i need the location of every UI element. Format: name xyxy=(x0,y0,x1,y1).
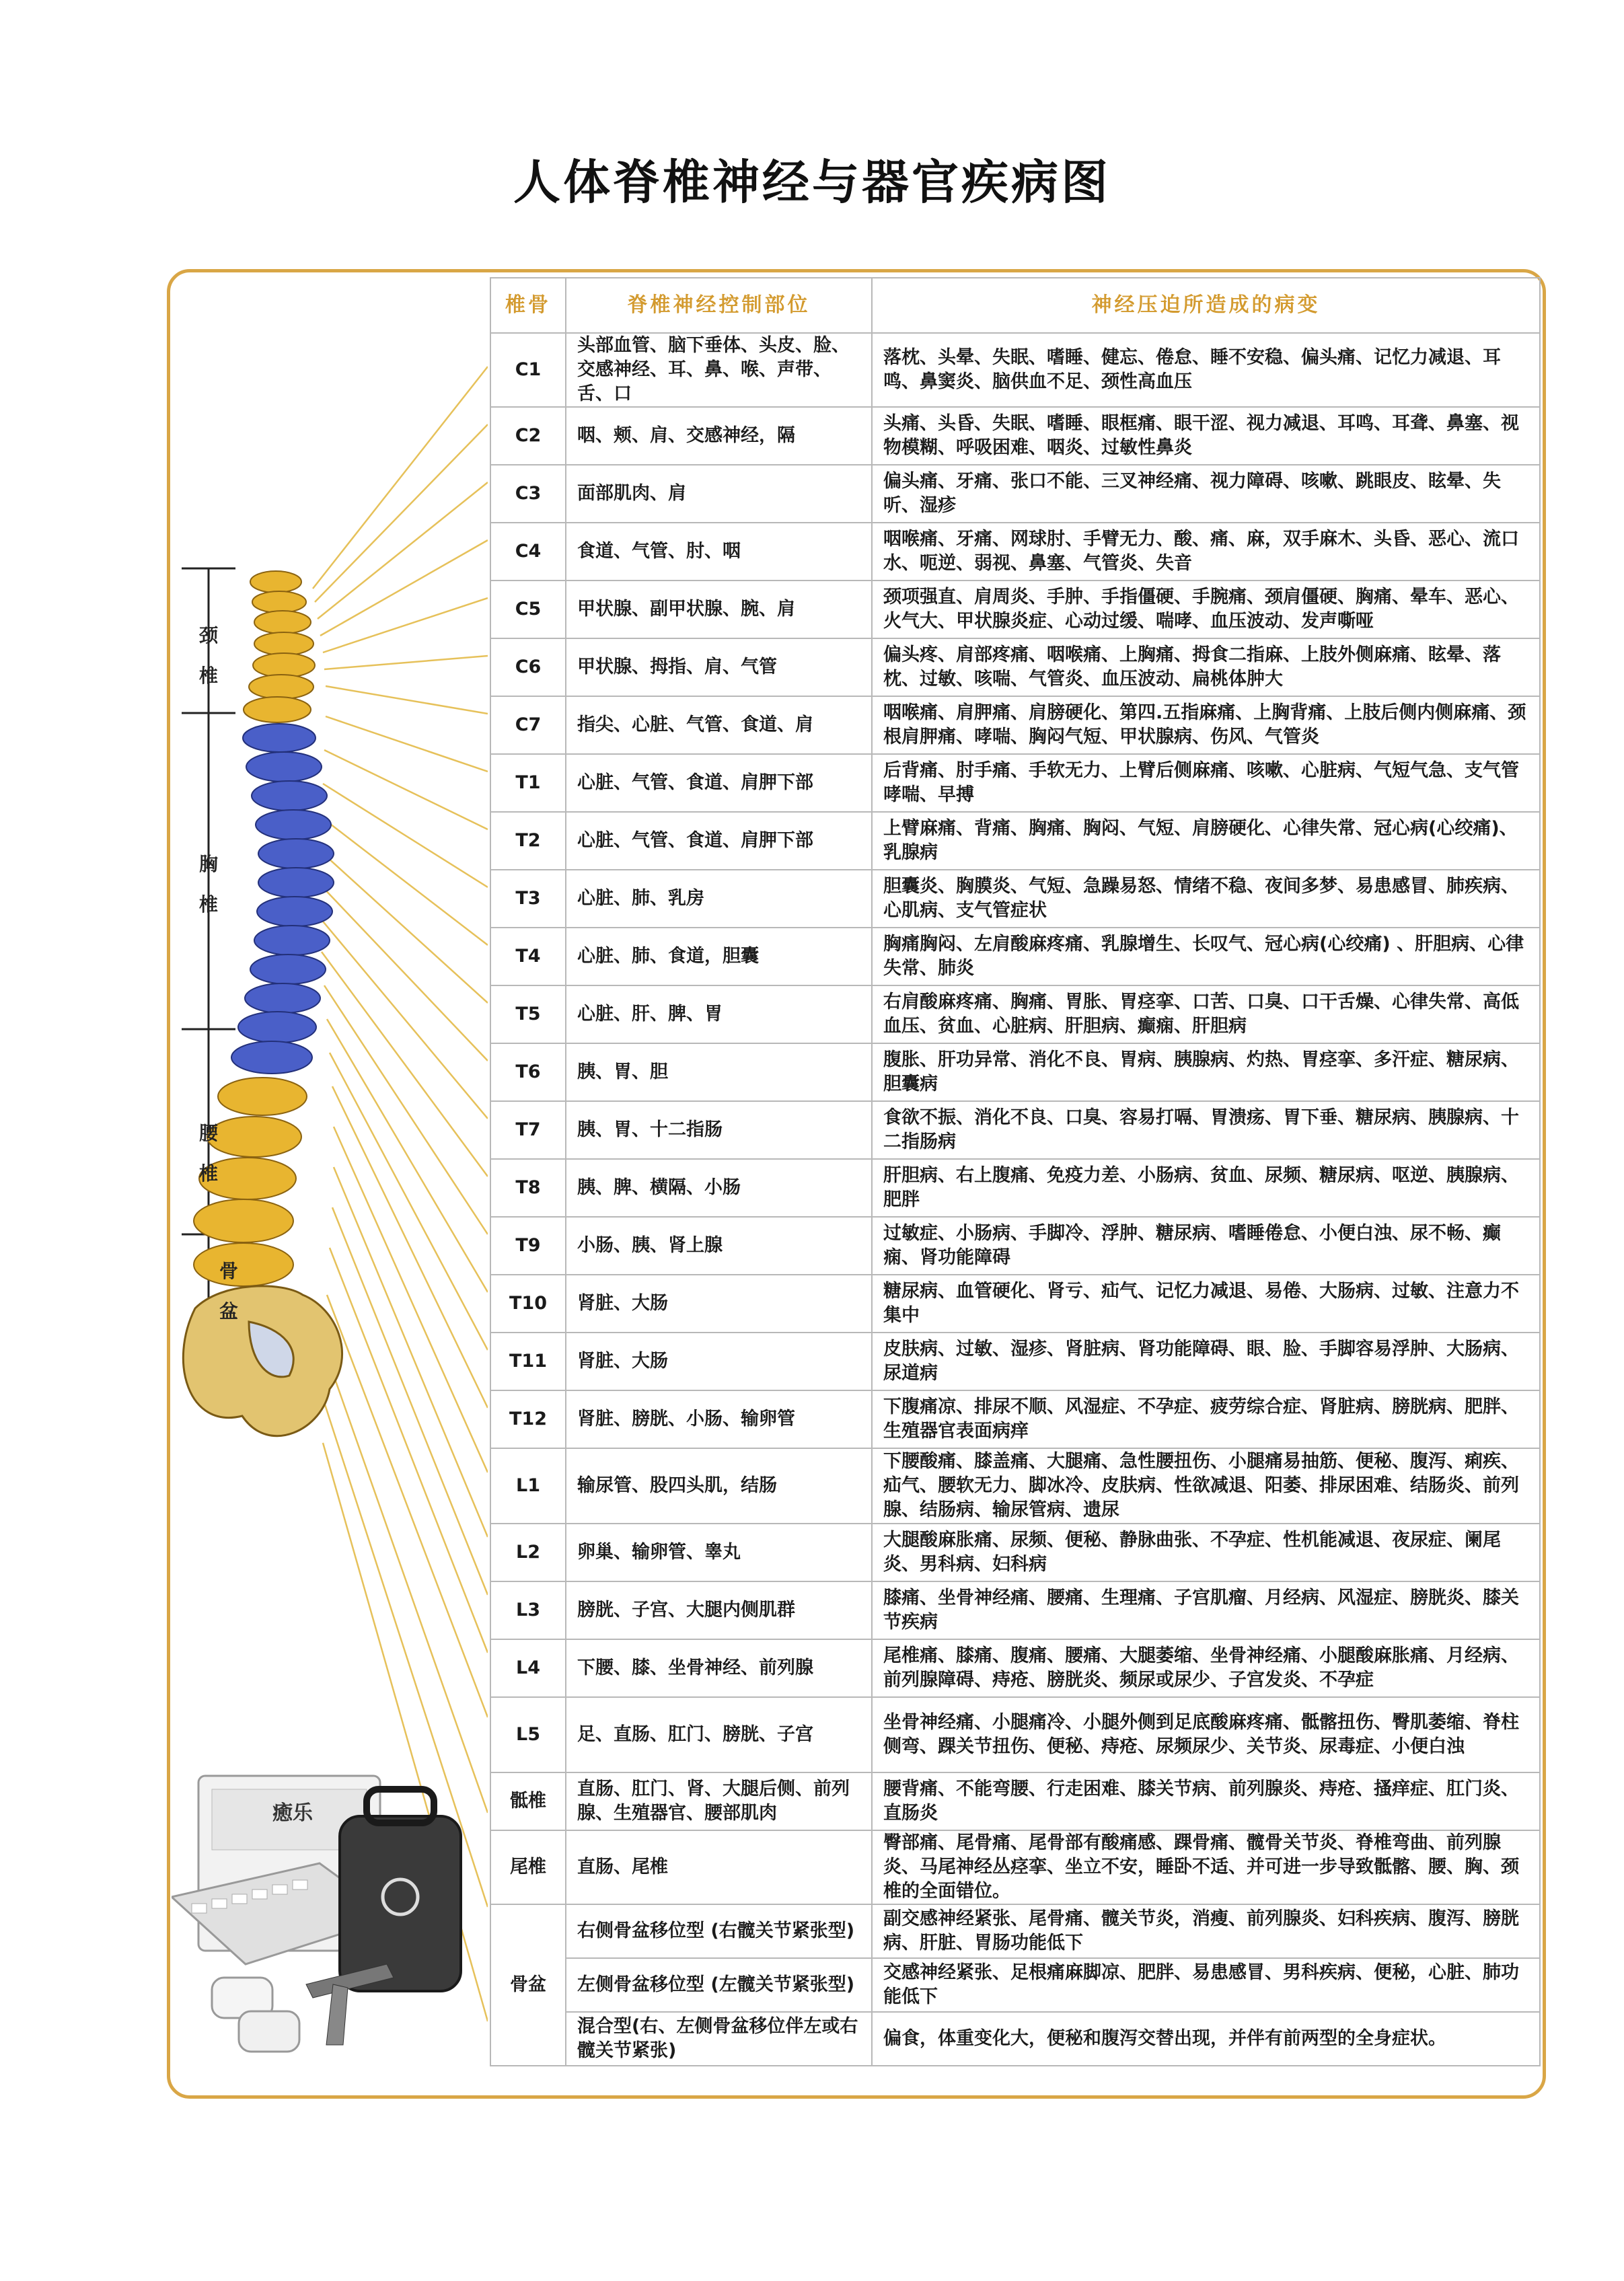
table-row xyxy=(490,1101,1540,1159)
vertebra-cell: T2 xyxy=(490,812,566,870)
disease-cell: 胆囊炎、胸膜炎、气短、急躁易怒、情绪不稳、夜间多梦、易患感冒、肺疾病、心肌病、支气管症状 xyxy=(872,870,1540,928)
table-row xyxy=(490,1159,1540,1217)
table-row xyxy=(490,985,1540,1043)
vertebra-cell: T10 xyxy=(490,1275,566,1333)
vertebra-cell: C5 xyxy=(490,581,566,638)
disease-cell: 肝胆病、右上腹痛、免疫力差、小肠病、贫血、尿频、糖尿病、呕逆、胰腺病、肥胖 xyxy=(872,1159,1540,1217)
header-vertebra: 椎骨 xyxy=(490,278,566,333)
table-row xyxy=(490,523,1540,581)
medical-kit-image xyxy=(172,1762,488,2072)
disease-cell: 后背痛、肘手痛、手软无力、上臂后侧麻痛、咳嗽、心脏病、气短气急、支气管哮喘、早搏 xyxy=(872,754,1540,812)
control-cell: 心脏、肝、脾、胃 xyxy=(566,985,872,1043)
control-cell: 心脏、气管、食道、肩胛下部 xyxy=(566,754,872,812)
disease-cell: 臀部痛、尾骨痛、尾骨部有酸痛感、踝骨痛、髋骨关节炎、脊椎弯曲、前列腺炎、马尾神经丛痉挛、坐立不安，睡卧不适、并可进一步导致骶髂、腰、胸、颈椎的全面错位。 xyxy=(872,1830,1540,1904)
disease-cell: 偏头疼、肩部疼痛、咽喉痛、上胸痛、拇食二指麻、上肢外侧麻痛、眩晕、落枕、过敏、咳喘、气管炎、血压波动、扁桃体肿大 xyxy=(872,638,1540,696)
table-row xyxy=(490,638,1540,696)
control-cell: 肾脏、大肠 xyxy=(566,1275,872,1333)
disease-cell: 腹胀、肝功异常、消化不良、胃病、胰腺病、灼热、胃痉挛、多汗症、糖尿病、胆囊病 xyxy=(872,1043,1540,1101)
disease-cell: 咽喉痛、牙痛、网球肘、手臂无力、酸、痛、麻，双手麻木、头昏、恶心、流口水、呃逆、弱视、鼻塞、气管炎、失音 xyxy=(872,523,1540,581)
disease-cell: 偏食，体重变化大，便秘和腹泻交替出现，并伴有前两型的全身症状。 xyxy=(872,2012,1540,2066)
control-cell: 胰、胃、十二指肠 xyxy=(566,1101,872,1159)
table-row xyxy=(490,696,1540,754)
control-cell: 左侧骨盆移位型 (左髋关节紧张型) xyxy=(566,1958,872,2012)
region-text: 骨盆 xyxy=(219,1260,238,1322)
control-cell: 胰、脾、横隔、小肠 xyxy=(566,1159,872,1217)
control-cell: 膀胱、子宫、大腿内侧肌群 xyxy=(566,1581,872,1639)
vertebra-cell: C7 xyxy=(490,696,566,754)
vertebra-cell: T5 xyxy=(490,985,566,1043)
region-label-lumbar xyxy=(195,1113,222,1194)
vertebra-cell: L3 xyxy=(490,1581,566,1639)
vertebra-cell: C6 xyxy=(490,638,566,696)
vertebra-cell: T6 xyxy=(490,1043,566,1101)
device-brand: 癒乐 xyxy=(272,1801,313,1825)
vertebra-cell: C2 xyxy=(490,407,566,465)
disease-cell: 皮肤病、过敏、湿疹、肾脏病、肾功能障碍、眼、脸、手脚容易浮肿、大肠病、尿道病 xyxy=(872,1333,1540,1390)
vertebra-cell: 尾椎 xyxy=(490,1830,566,1904)
table-row xyxy=(490,1830,1540,1904)
disease-cell: 咽喉痛、肩胛痛、肩膀硬化、第四.五指麻痛、上胸背痛、上肢后侧内侧麻痛、颈根肩胛痛、哮喘、胸闷气短、甲状腺病、伤风、气管炎 xyxy=(872,696,1540,754)
vertebra-cell: T11 xyxy=(490,1333,566,1390)
table-row xyxy=(490,581,1540,638)
vertebra-cell: L2 xyxy=(490,1524,566,1581)
vertebra-cell: C4 xyxy=(490,523,566,581)
disease-cell: 头痛、头昏、失眠、嗜睡、眼框痛、眼干涩、视力减退、耳鸣、耳聋、鼻塞、视物模糊、呼吸困难、咽炎、过敏性鼻炎 xyxy=(872,407,1540,465)
control-cell: 直肠、尾椎 xyxy=(566,1830,872,1904)
vertebra-cell: 骨盆 xyxy=(490,1904,566,2066)
control-cell: 心脏、肺、食道，胆囊 xyxy=(566,928,872,985)
vertebra-cell: C1 xyxy=(490,333,566,407)
table-row xyxy=(490,754,1540,812)
disease-cell: 过敏症、小肠病、手脚冷、浮肿、糖尿病、嗜睡倦怠、小便白浊、尿不畅、癫痫、肾功能障碍 xyxy=(872,1217,1540,1275)
control-cell: 咽、颊、肩、交感神经，隔 xyxy=(566,407,872,465)
region-text: 胸椎 xyxy=(198,853,218,915)
disease-cell: 下腹痛凉、排尿不顺、风湿症、不孕症、疲劳综合症、肾脏病、膀胱病、肥胖、生殖器官表面病痒 xyxy=(872,1390,1540,1448)
region-label-cervical xyxy=(195,615,222,696)
page-title: 人体脊椎神经与器官疾病图 xyxy=(513,155,1111,210)
header-control: 脊椎神经控制部位 xyxy=(566,278,872,333)
table-row xyxy=(490,870,1540,928)
control-cell: 甲状腺、拇指、肩、气管 xyxy=(566,638,872,696)
table-row xyxy=(490,465,1540,523)
vertebra-cell: T8 xyxy=(490,1159,566,1217)
vertebra-cell: T4 xyxy=(490,928,566,985)
control-cell: 食道、气管、肘、咽 xyxy=(566,523,872,581)
control-cell: 肾脏、大肠 xyxy=(566,1333,872,1390)
control-cell: 右侧骨盆移位型 (右髋关节紧张型) xyxy=(566,1904,872,1958)
vertebra-cell: L1 xyxy=(490,1448,566,1524)
table-row xyxy=(490,333,1540,407)
control-cell: 胰、胃、胆 xyxy=(566,1043,872,1101)
disease-cell: 尾椎痛、膝痛、腹痛、腰痛、大腿萎缩、坐骨神经痛、小腿酸麻胀痛、月经病、前列腺障碍、痔疮、膀胱炎、频尿或尿少、子宫发炎、不孕症 xyxy=(872,1639,1540,1697)
control-cell: 直肠、肛门、肾、大腿后侧、前列腺、生殖器官、腰部肌肉 xyxy=(566,1772,872,1830)
control-cell: 甲状腺、副甲状腺、腕、肩 xyxy=(566,581,872,638)
disease-cell: 颈项强直、肩周炎、手肿、手指僵硬、手腕痛、颈肩僵硬、胸痛、晕车、恶心、火气大、甲状腺炎症、心动过缓、喘哮、血压波动、发声嘶哑 xyxy=(872,581,1540,638)
table-row xyxy=(490,1333,1540,1390)
table-row xyxy=(490,1639,1540,1697)
vertebra-cell: L5 xyxy=(490,1697,566,1772)
disease-cell: 食欲不振、消化不良、口臭、容易打嗝、胃溃疡、胃下垂、糖尿病、胰腺病、十二指肠病 xyxy=(872,1101,1540,1159)
control-cell: 头部血管、脑下垂体、头皮、脸、交感神经、耳、鼻、喉、声带、舌、口 xyxy=(566,333,872,407)
table-row xyxy=(490,1524,1540,1581)
disease-cell: 交感神经紧张、足根痛麻脚凉、肥胖、易患感冒、男科疾病、便秘，心脏、肺功能低下 xyxy=(872,1958,1540,2012)
table-row xyxy=(490,1772,1540,1830)
disease-cell: 落枕、头晕、失眠、嗜睡、健忘、倦怠、睡不安稳、偏头痛、记忆力减退、耳鸣、鼻窦炎、脑供血不足、颈性高血压 xyxy=(872,333,1540,407)
disease-cell: 偏头痛、牙痛、张口不能、三叉神经痛、视力障碍、咳嗽、跳眼皮、眩晕、失听、湿疹 xyxy=(872,465,1540,523)
table-row xyxy=(490,1958,1540,2012)
table-row xyxy=(490,1448,1540,1524)
disease-cell: 糖尿病、血管硬化、肾亏、疝气、记忆力减退、易倦、大肠病、过敏、注意力不集中 xyxy=(872,1275,1540,1333)
region-label-pelvis xyxy=(215,1251,242,1332)
table-row xyxy=(490,2012,1540,2066)
control-cell: 混合型(右、左侧骨盆移位伴左或右髋关节紧张) xyxy=(566,2012,872,2066)
region-text: 腰椎 xyxy=(198,1122,218,1185)
table-header-row xyxy=(490,278,1540,333)
table-row xyxy=(490,1697,1540,1772)
vertebra-cell: 骶椎 xyxy=(490,1772,566,1830)
control-cell: 心脏、气管、食道、肩胛下部 xyxy=(566,812,872,870)
disease-cell: 上臂麻痛、背痛、胸痛、胸闷、气短、肩膀硬化、心律失常、冠心病(心绞痛)、乳腺病 xyxy=(872,812,1540,870)
control-cell: 足、直肠、肛门、膀胱、子宫 xyxy=(566,1697,872,1772)
table-row xyxy=(490,1581,1540,1639)
control-cell: 面部肌肉、肩 xyxy=(566,465,872,523)
control-cell: 心脏、肺、乳房 xyxy=(566,870,872,928)
table-row xyxy=(490,1043,1540,1101)
region-text: 颈椎 xyxy=(198,624,218,687)
disease-cell: 膝痛、坐骨神经痛、腰痛、生理痛、子宫肌瘤、月经病、风湿症、膀胱炎、膝关节疾病 xyxy=(872,1581,1540,1639)
vertebra-cell: T12 xyxy=(490,1390,566,1448)
spine-disease-table xyxy=(490,277,1541,2066)
header-disease: 神经压迫所造成的病变 xyxy=(872,278,1540,333)
vertebra-cell: T1 xyxy=(490,754,566,812)
control-cell: 输尿管、股四头肌，结肠 xyxy=(566,1448,872,1524)
disease-cell: 腰背痛、不能弯腰、行走困难、膝关节病、前列腺炎、痔疮、搔痒症、肛门炎、直肠炎 xyxy=(872,1772,1540,1830)
table-row xyxy=(490,1904,1540,1958)
disease-cell: 右肩酸麻疼痛、胸痛、胃胀、胃痉挛、口苦、口臭、口干舌燥、心律失常、高低血压、贫血、心脏病、肝胆病、癫痫、肝胆病 xyxy=(872,985,1540,1043)
disease-cell: 下腰酸痛、膝盖痛、大腿痛、急性腰扭伤、小腿痛易抽筋、便秘、腹泻、痢疾、疝气、腰软无力、脚冰冷、皮肤病、性欲减退、阳萎、排尿困难、结肠炎、前列腺、结肠病、输尿管病、遗尿 xyxy=(872,1448,1540,1524)
table-row xyxy=(490,928,1540,985)
table-row xyxy=(490,407,1540,465)
disease-cell: 坐骨神经痛、小腿痛冷、小腿外侧到足底酸麻疼痛、骶髂扭伤、臀肌萎缩、脊柱侧弯、踝关节扭伤、便秘、痔疮、尿频尿少、关节炎、尿毒症、小便白浊 xyxy=(872,1697,1540,1772)
table-row xyxy=(490,1390,1540,1448)
vertebra-cell: C3 xyxy=(490,465,566,523)
table-row xyxy=(490,1217,1540,1275)
vertebra-cell: T7 xyxy=(490,1101,566,1159)
control-cell: 下腰、膝、坐骨神经、前列腺 xyxy=(566,1639,872,1697)
vertebra-cell: T3 xyxy=(490,870,566,928)
control-cell: 小肠、胰、肾上腺 xyxy=(566,1217,872,1275)
control-cell: 肾脏、膀胱、小肠、输卵管 xyxy=(566,1390,872,1448)
control-cell: 卵巢、输卵管、睾丸 xyxy=(566,1524,872,1581)
region-label-thoracic xyxy=(195,844,222,925)
table-row xyxy=(490,812,1540,870)
disease-cell: 大腿酸麻胀痛、尿频、便秘、静脉曲张、不孕症、性机能减退、夜尿症、阑尾炎、男科病、妇科病 xyxy=(872,1524,1540,1581)
control-cell: 指尖、心脏、气管、食道、肩 xyxy=(566,696,872,754)
table-body xyxy=(490,333,1540,2066)
disease-cell: 副交感神经紧张、尾骨痛、髋关节炎，消瘦、前列腺炎、妇科疾病、腹泻、膀胱病、肝脏、胃肠功能低下 xyxy=(872,1904,1540,1958)
vertebra-cell: T9 xyxy=(490,1217,566,1275)
vertebra-cell: L4 xyxy=(490,1639,566,1697)
table-row xyxy=(490,1275,1540,1333)
disease-cell: 胸痛胸闷、左肩酸麻疼痛、乳腺增生、长叹气、冠心病(心绞痛) 、肝胆病、心律失常、肺炎 xyxy=(872,928,1540,985)
